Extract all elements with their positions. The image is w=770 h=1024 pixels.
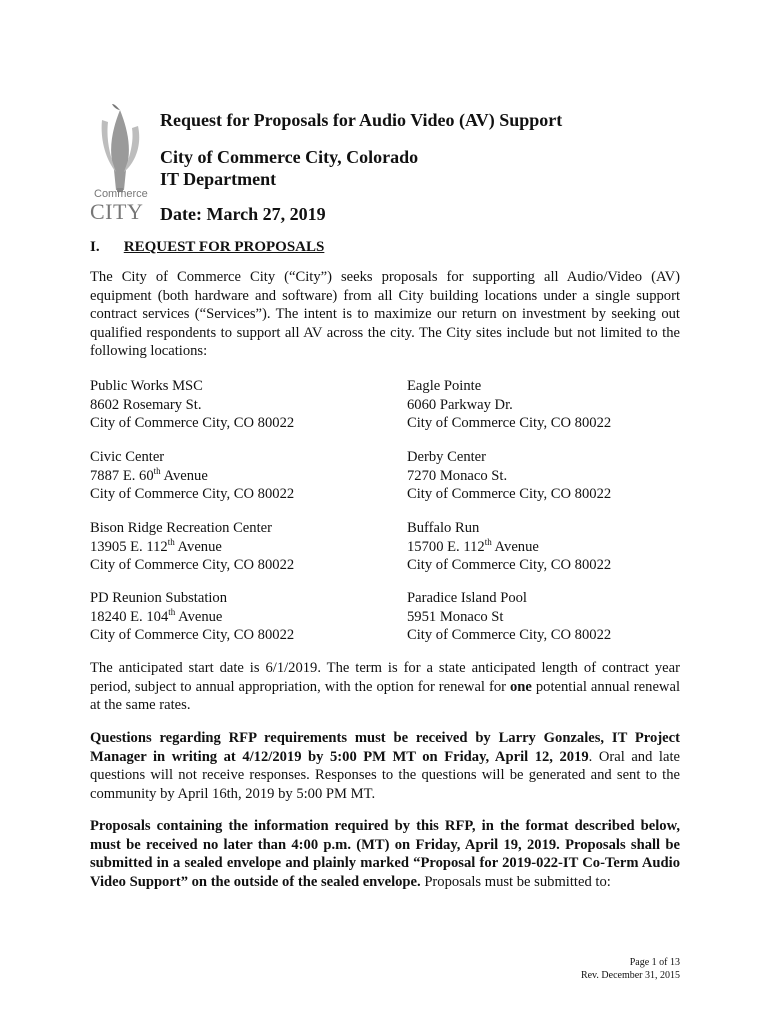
section-label: REQUEST FOR PROPOSALS	[123, 239, 325, 255]
location-block	[407, 519, 611, 575]
location-name: Derby Center	[407, 449, 487, 465]
logo-text-city: CITY	[90, 199, 144, 224]
location-street: 8602 Rosemary St.	[90, 396, 202, 413]
location-block	[90, 377, 294, 433]
location-name: Civic Center	[90, 449, 165, 465]
location-name: Buffalo Run	[407, 520, 480, 536]
location-name: Eagle Pointe	[407, 378, 482, 394]
location-name: Bison Ridge Recreation Center	[90, 520, 272, 536]
location-city: City of Commerce City, CO 80022	[407, 486, 612, 502]
location-street: 6060 Parkway Dr.	[407, 396, 513, 413]
location-city: City of Commerce City, CO 80022	[90, 415, 295, 431]
location-street: 5951 Monaco St	[407, 608, 504, 625]
location-street: 7270 Monaco St.	[407, 467, 508, 484]
revision-date: Rev. December 31, 2015	[580, 970, 680, 981]
location-name: Public Works MSC	[90, 378, 203, 394]
location-city: City of Commerce City, CO 80022	[90, 486, 295, 502]
location-city: City of Commerce City, CO 80022	[407, 415, 612, 431]
submission-paragraph: Proposals containing the information required by this RFP, in the format described below, must be received no later than 4:00 p.m. (MT) on Friday, April 19, 2019. Proposals shall be submitted in a sealed envelope and plainly marked “Proposal for 2019-022-IT Co-Term Audio Video Support” on the outside of the sealed envelope. Proposals must be submitted to:	[90, 818, 680, 890]
location-street: 13905 E. 112th Avenue	[90, 536, 222, 555]
location-block	[407, 589, 611, 645]
logo-text-commerce: Commerce	[94, 188, 148, 200]
intro-paragraph: The City of Commerce City (“City”) seeks proposals for supporting all Audio/Video (AV) equipment (both hardware and software) from all City building locations under a single support contract services (“Services”). The intent is to maximize our return on investment by seeking out qualified respondents to support all AV across the city. The City sites include but not limited to the following locations:	[90, 269, 680, 359]
city-name: City of Commerce City, Colorado	[160, 147, 419, 167]
location-street: 7887 E. 60th Avenue	[90, 465, 208, 484]
location-block	[90, 519, 294, 575]
section-number: I.	[90, 239, 100, 255]
location-street: 18240 E. 104th Avenue	[90, 606, 223, 625]
page-number: Page 1 of 13	[629, 957, 680, 968]
location-city: City of Commerce City, CO 80022	[407, 627, 612, 643]
location-block	[90, 589, 294, 645]
questions-paragraph: Questions regarding RFP requirements must be received by Larry Gonzales, IT Project Manager in writing at 4/12/2019 by 5:00 PM MT on Friday, April 12, 2019. Oral and late questions will not receive responses. Responses to the questions will be generated and sent to the community by April 16th, 2019 by 5:00 PM MT.	[90, 730, 680, 802]
location-block	[407, 377, 611, 433]
location-city: City of Commerce City, CO 80022	[90, 557, 295, 573]
location-block	[90, 448, 294, 504]
location-city: City of Commerce City, CO 80022	[90, 627, 295, 643]
document-title: Request for Proposals for Audio Video (AV) Support	[160, 110, 563, 130]
section-heading	[90, 239, 324, 256]
location-name: Paradice Island Pool	[407, 590, 527, 606]
location-name: PD Reunion Substation	[90, 590, 228, 606]
department-name: IT Department	[160, 169, 277, 189]
location-street: 15700 E. 112th Avenue	[407, 536, 539, 555]
document-date: Date: March 27, 2019	[160, 204, 326, 224]
location-city: City of Commerce City, CO 80022	[407, 557, 612, 573]
location-block	[407, 448, 611, 504]
term-paragraph: The anticipated start date is 6/1/2019. The term is for a state anticipated length of contract year period, subject to annual appropriation, with the option for renewal for one potential annual renewal at the same rates.	[90, 660, 680, 713]
